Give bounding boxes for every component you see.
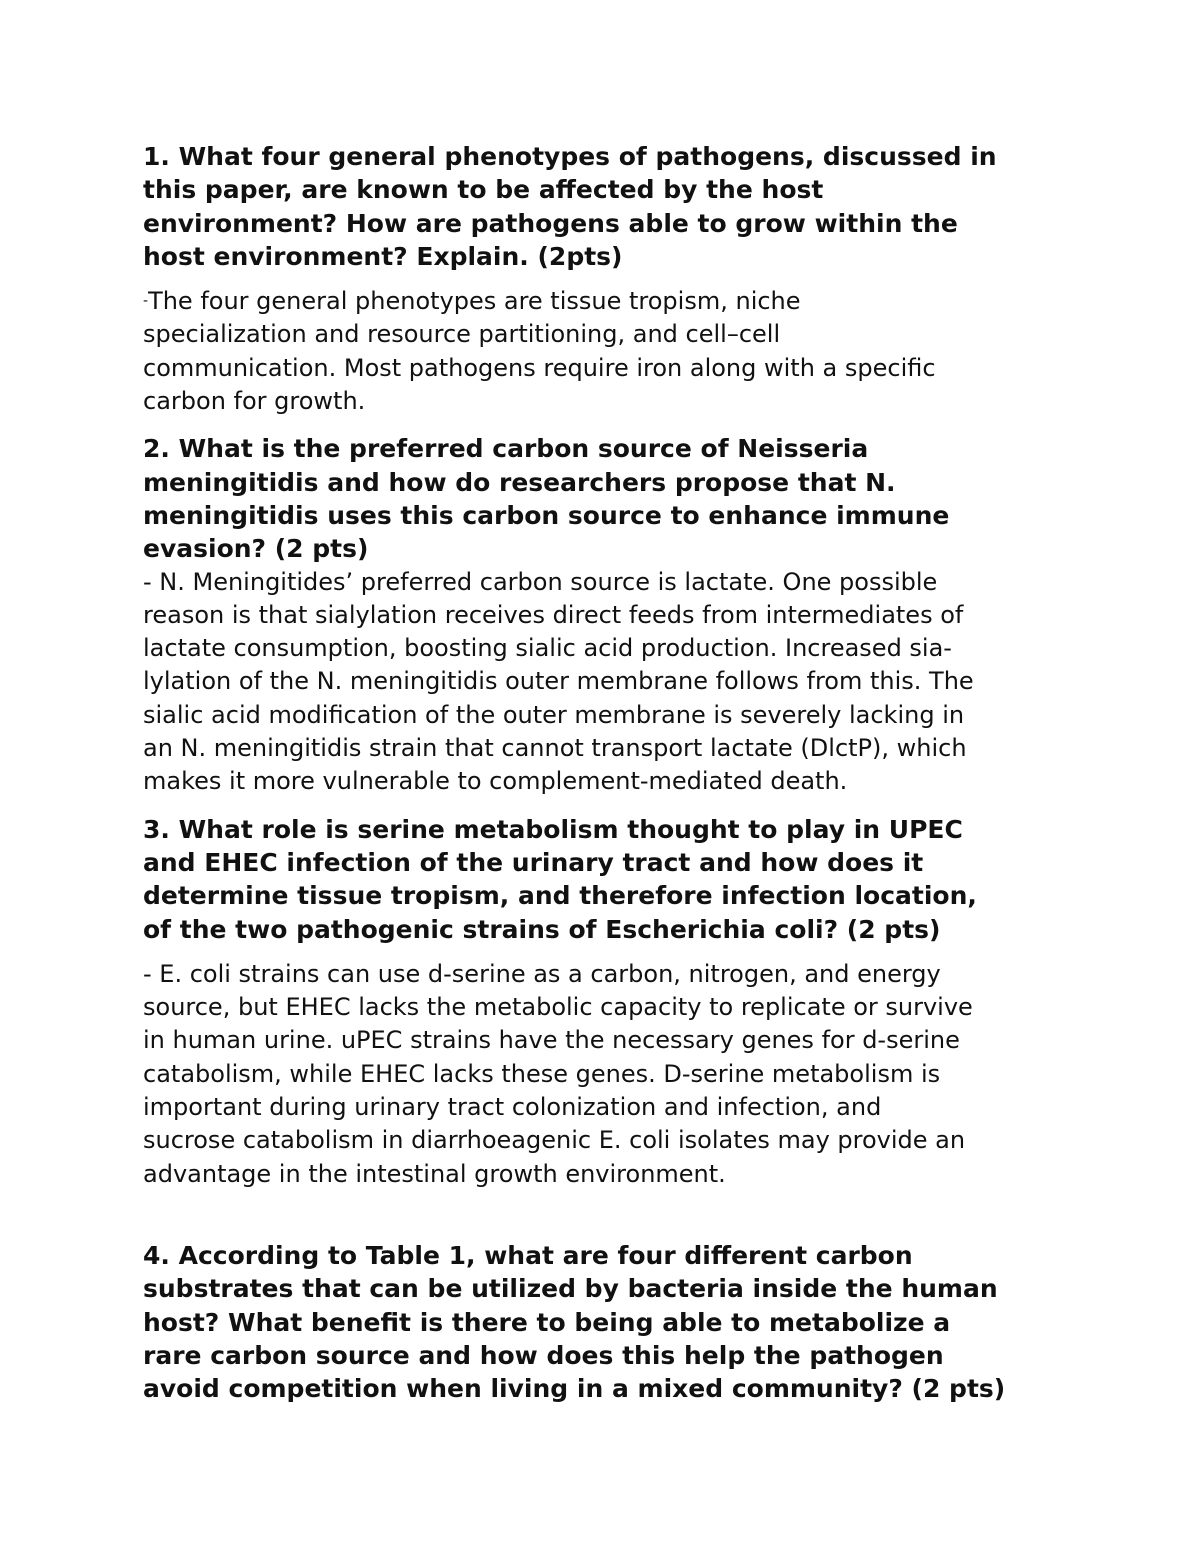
question-2: 2. What is the preferred carbon source of Neisseria meningitidis and how do researchers propose that N. meningitidis uses this carbon source to enhance immune evasion? (2 pts)	[143, 434, 950, 564]
question-4: 4. According to Table 1, what are four different carbon substrates that can be utilized by bacteria inside the human host? What benefit is there to being able to metabolize a rare carbon source and how does this help the pathogen avoid competition when living in a mixed community? (2 pts)	[143, 1240, 1006, 1404]
answer-2: - N. Meningitides’ preferred carbon source is lactate. One possible reason is that sialylation receives direct feeds from intermediates of lactate consumption, boosting sialic acid production. Increased sia- lylation of the N. meningitidis outer membrane follows from this. The sialic acid modification of the outer membrane is severely lacking in an N. meningitidis strain that cannot transport lactate (DlctP), which makes it more vulnerable to complement-mediated death.	[143, 567, 974, 796]
question-1: 1. What four general phenotypes of pathogens, discussed in this paper, are known to be affected by the host environment? How are pathogens able to grow within the host environment? Explain. (2pts)	[143, 142, 997, 271]
answer-1-text: The four general phenotypes are tissue tropism, niche specialization and resource partitioning, and cell–cell communication. Most pathogens require iron along with a specific carbon for growth.	[143, 287, 936, 416]
answer-1-bullet: -	[143, 293, 149, 310]
answer-3: - E. coli strains can use d-serine as a carbon, nitrogen, and energy source, but EHEC lacks the metabolic capacity to replicate or survive in human urine. uPEC strains have the necessary genes for d-serine catabolism, while EHEC lacks these genes. D-serine metabolism is important during urinary tract colonization and infection, and sucrose catabolism in diarrhoeagenic E. coli isolates may provide an advantage in the intestinal growth environment.	[143, 959, 973, 1188]
answer-1	[143, 285, 1073, 418]
question-3: 3. What role is serine metabolism thought to play in UPEC and EHEC infection of the urinary tract and how does it determine tissue tropism, and therefore infection location, of the two pathogenic strains of Escherichia coli? (2 pts)	[143, 814, 977, 944]
document-page	[143, 140, 1073, 1405]
